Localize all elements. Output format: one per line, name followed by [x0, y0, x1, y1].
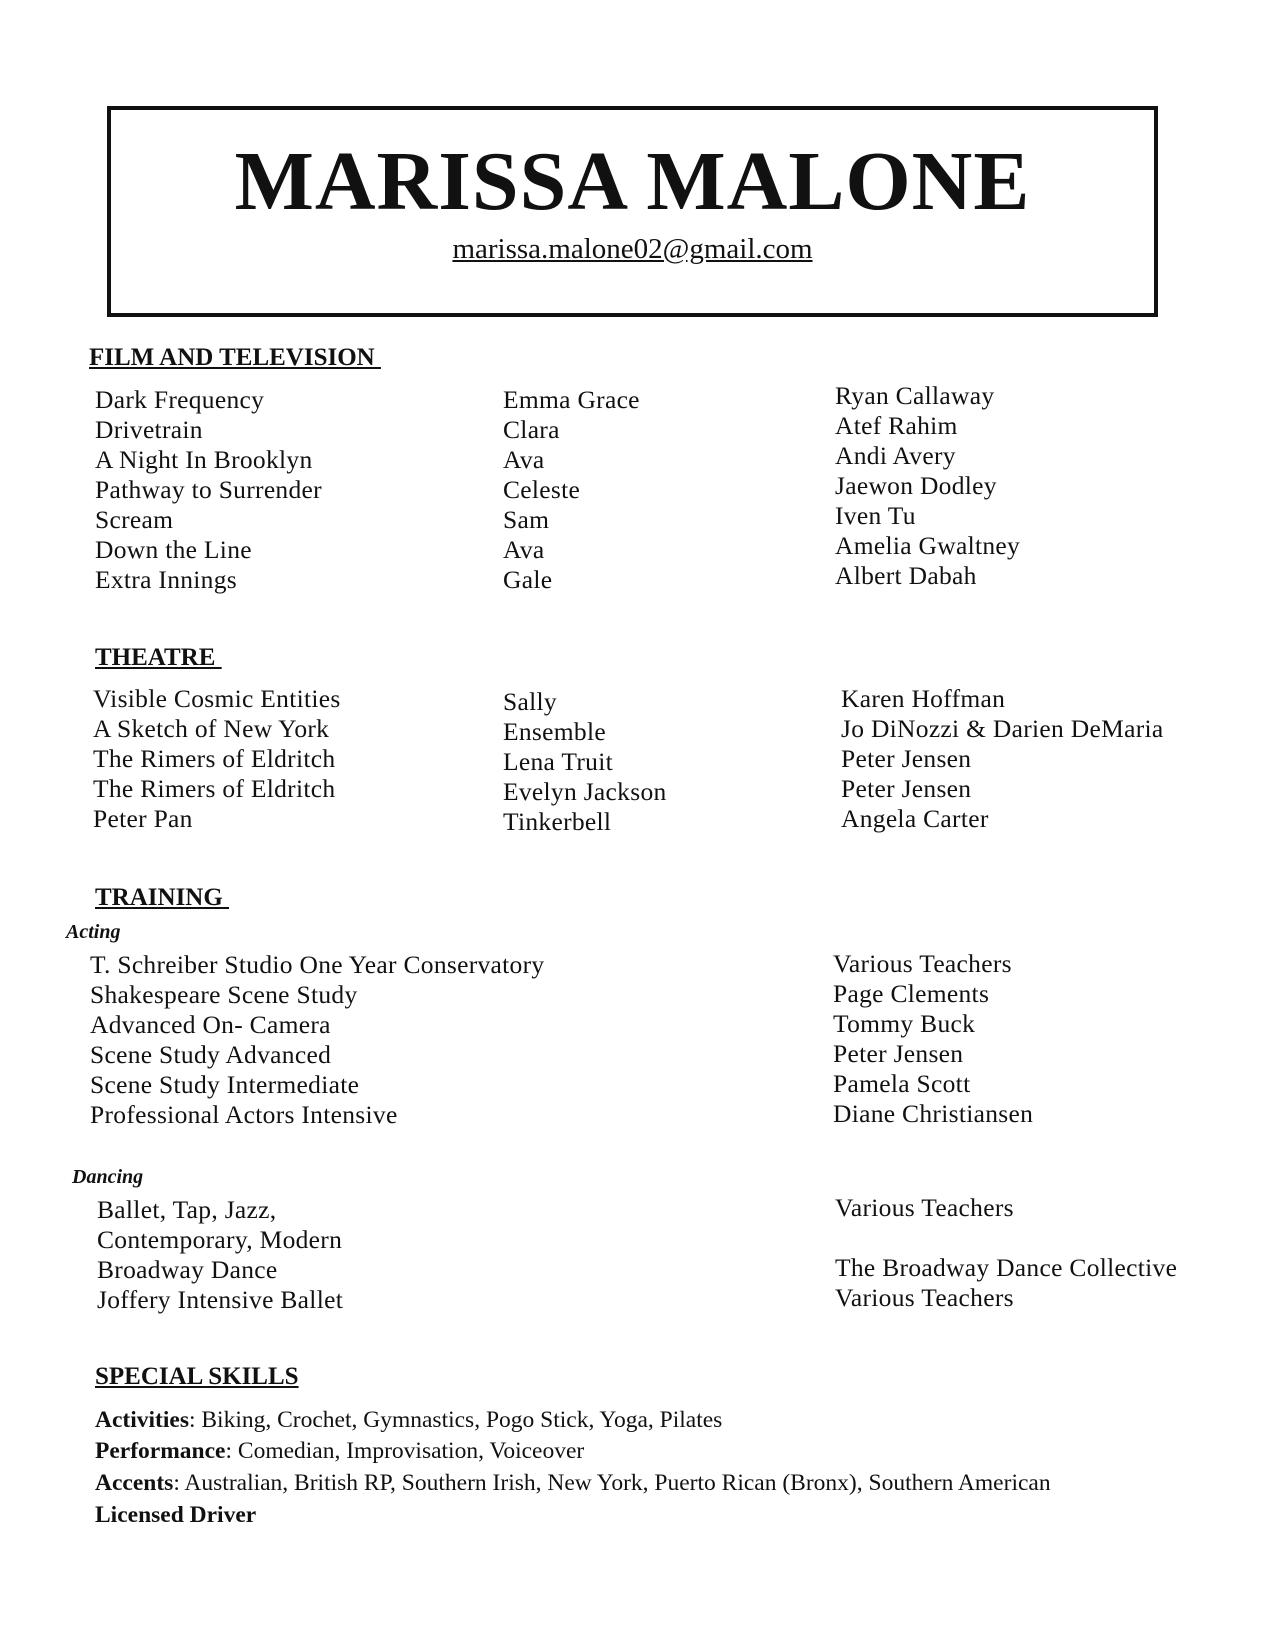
list-item: Ballet, Tap, Jazz,: [97, 1195, 277, 1224]
list-item: Jaewon Dodley: [835, 471, 997, 500]
list-item: Scene Study Intermediate: [90, 1070, 360, 1099]
list-item: Various Teachers: [835, 1283, 1014, 1312]
email-link[interactable]: marissa.malone02@gmail.com: [452, 233, 813, 265]
page-title: MARISSA MALONE: [234, 135, 1031, 228]
dancing-courses-column: [97, 1195, 343, 1315]
list-item: Sam: [503, 505, 550, 534]
section-title-theatre: THEATRE: [95, 644, 222, 671]
list-item: Amelia Gwaltney: [835, 531, 1021, 560]
film-tv-titles-column: [95, 385, 322, 595]
list-item: Atef Rahim: [835, 411, 958, 440]
list-item: [835, 1223, 1177, 1253]
acting-courses-column: [90, 950, 544, 1130]
list-item: Peter Jensen: [841, 744, 972, 773]
accents-value: : Australian, British RP, Southern Irish, New York, Puerto Rican (Bronx), Southern American: [173, 1470, 1051, 1496]
dancing-teachers-column: [835, 1193, 1177, 1313]
list-item: Shakespeare Scene Study: [90, 980, 358, 1009]
theatre-titles-column: [93, 684, 341, 834]
list-item: Lena Truit: [503, 747, 613, 776]
list-item: Pathway to Surrender: [95, 475, 322, 504]
list-item: Celeste: [503, 475, 581, 504]
theatre-directors-column: [841, 684, 1164, 834]
list-item: Ava: [503, 445, 545, 474]
performance-value: : Comedian, Improvisation, Voiceover: [225, 1438, 585, 1464]
list-item: Ava: [503, 535, 545, 564]
list-item: A Sketch of New York: [93, 714, 330, 743]
list-item: Emma Grace: [503, 385, 640, 414]
list-item: The Rimers of Eldritch: [93, 744, 336, 773]
list-item: Albert Dabah: [835, 561, 977, 590]
subhead-acting: Acting: [66, 921, 121, 943]
accents-label: Accents: [95, 1470, 174, 1496]
list-item: Pamela Scott: [833, 1069, 971, 1098]
list-item: The Broadway Dance Collective: [835, 1253, 1178, 1282]
list-item: Angela Carter: [841, 804, 989, 833]
list-item: Karen Hoffman: [841, 684, 1006, 713]
film-tv-roles-column: [503, 385, 640, 595]
list-item: Peter Jensen: [841, 774, 972, 803]
performance-label: Performance: [95, 1438, 226, 1464]
section-title-special-skills: SPECIAL SKILLS: [95, 1363, 299, 1390]
list-item: Drivetrain: [95, 415, 203, 444]
list-item: Iven Tu: [835, 501, 916, 530]
list-item: Sally: [503, 687, 557, 716]
list-item: Peter Pan: [93, 804, 193, 833]
skills-performance: [95, 1438, 584, 1465]
list-item: Tinkerbell: [503, 807, 612, 836]
list-item: Tommy Buck: [833, 1009, 976, 1038]
list-item: Clara: [503, 415, 560, 444]
list-item: Peter Jensen: [833, 1039, 964, 1068]
list-item: Professional Actors Intensive: [90, 1100, 398, 1129]
list-item: Evelyn Jackson: [503, 777, 667, 806]
list-item: Scene Study Advanced: [90, 1040, 332, 1069]
list-item: Visible Cosmic Entities: [93, 684, 341, 713]
list-item: Gale: [503, 565, 553, 594]
list-item: Various Teachers: [833, 949, 1012, 978]
list-item: Scream: [95, 505, 174, 534]
list-item: Jo DiNozzi & Darien DeMaria: [841, 714, 1164, 743]
list-item: Ensemble: [503, 717, 606, 746]
list-item: Dark Frequency: [95, 385, 265, 414]
activities-value: : Biking, Crochet, Gymnastics, Pogo Stick, Yoga, Pilates: [188, 1407, 723, 1433]
skills-licensed: [95, 1502, 256, 1529]
list-item: Andi Avery: [835, 441, 956, 470]
list-item: Contemporary, Modern: [97, 1225, 343, 1254]
list-item: Ryan Callaway: [835, 381, 995, 410]
acting-teachers-column: [833, 949, 1033, 1129]
header-box: [107, 106, 1158, 317]
list-item: The Rimers of Eldritch: [93, 774, 336, 803]
section-title-training: TRAINING: [95, 884, 230, 911]
list-item: A Night In Brooklyn: [95, 445, 313, 474]
subhead-dancing: Dancing: [72, 1166, 144, 1188]
section-title-film-tv: FILM AND TELEVISION: [89, 344, 381, 371]
skills-accents: [95, 1470, 1051, 1497]
activities-label: Activities: [95, 1407, 189, 1433]
list-item: Extra Innings: [95, 565, 237, 594]
list-item: Down the Line: [95, 535, 252, 564]
list-item: T. Schreiber Studio One Year Conservatory: [90, 950, 545, 979]
list-item: Diane Christiansen: [833, 1099, 1034, 1128]
list-item: Broadway Dance: [97, 1255, 278, 1284]
licensed-driver: Licensed Driver: [95, 1502, 257, 1528]
list-item: Joffery Intensive Ballet: [97, 1285, 344, 1314]
theatre-roles-column: [503, 687, 667, 837]
list-item: Page Clements: [833, 979, 990, 1008]
film-tv-directors-column: [835, 381, 1020, 591]
list-item: Advanced On- Camera: [90, 1010, 331, 1039]
skills-activities: [95, 1407, 722, 1434]
list-item: Various Teachers: [835, 1193, 1014, 1222]
